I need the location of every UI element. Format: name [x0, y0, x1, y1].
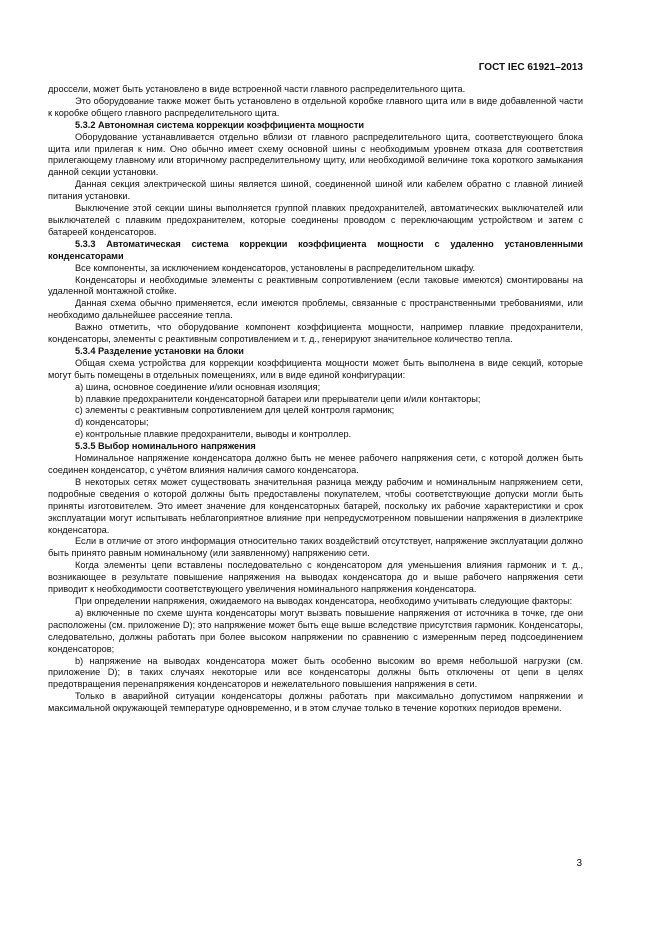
list-item: b) напряжение на выводах конденсатора может быть особенно высоким во время небольшой нагрузки (см. приложение D); в таких случаях некоторые или все конденсаторы должны быть отключены от цепи в целях предотвращения перенапряжения конденсаторов и нежелательного повышения напряжения в сети. [48, 655, 583, 690]
paragraph: Это оборудование также может быть установлено в отдельной коробке главного щита или в виде добавленной части к коробке общего главного распределительного щита. [48, 95, 583, 118]
paragraph: Если в отличие от этого информация относительно таких воздействий отсутствует, напряжение эксплуатации должно быть принято равным номинальному (или заявленному) напряжению сети. [48, 536, 583, 559]
paragraph: Оборудование устанавливается отдельно вблизи от главного распределительного щита, соответствующего блока щита или прилегая к ним. Оно обычно имеет схему основной шины с необходимым уровнем отказа для соответствия прилегающему главному или вторичному распределительному щиту, или необходимой величине тока короткого замыкания данной секции установки. [48, 131, 583, 178]
paragraph: Когда элементы цепи вставлены последовательно с конденсатором для уменьшения влияния гармоник и т. д., возникающее в результате повышение напряжения на выводах конденсатора до и выше рабочего напряжения сети приводит к необходимости соответствующего увеличения номинального напряжения конденсатора. [48, 560, 583, 595]
paragraph: Общая схема устройства для коррекции коэффициента мощности может быть выполнена в виде секций, которые могут быть помещены в отдельных помещениях, или в виде единой конфигурации: [48, 357, 583, 380]
list-item: c) элементы с реактивным сопротивлением для целей контроля гармоник; [75, 405, 395, 416]
paragraph: Данная секция электрической шины является шиной, соединенной шиной или кабелем обратно с главной линией питания установки. [48, 179, 583, 202]
document-body [48, 84, 583, 715]
paragraph: Выключение этой секции шины выполняется группой плавких предохранителей, автоматических выключателей или выключателей с плавким предохранителем, которые соединены проводом с переключающим устройством и затем с батареей конденсаторов. [48, 203, 583, 237]
list-item: a) включенные по схеме шунта конденсаторы могут вызвать повышение напряжения от источника в точке, где они расположены (см. приложение D); это напряжение может быть еще выше вследствие присутствия гармоник. Конденсаторы, следовательно, должны работать при более высоком напряжении по сравнению с измеренным перед подсоединением конденсаторов; [48, 607, 583, 654]
section-heading-5-3-3: 5.3.3 Автоматическая система коррекции коэффициента мощности с удаленно установленными конденсаторами [48, 238, 583, 261]
paragraph: Важно отметить, что оборудование компонент коэффициента мощности, например плавкие предохранители, конденсаторы, элементы с реактивным сопротивлением и т. д., генерируют значительное количество тепла. [48, 322, 583, 345]
paragraph: В некоторых сетях может существовать значительная разница между рабочим и номинальным напряжением сети, подробные сведения о которой должны быть предоставлены покупателем, чтобы соответствующие допуски могли быть приняты изготовителем. Это имеет значение для конденсаторных батарей, поскольку их рабочие характеристики и срок эксплуатации могут испытывать неблагоприятное влияние при непредусмотренном повышении напряжения в диэлектрике конденсатора. [48, 476, 583, 535]
list-item: a) шина, основное соединение и/или основная изоляция; [75, 381, 321, 392]
page-number: 3 [576, 858, 582, 869]
list-item: d) конденсаторы; [75, 417, 149, 428]
paragraph: Только в аварийной ситуации конденсаторы должны работать при максимально допустимом напряжении и максимальной окружающей температуре одновременно, и в этом случае только в течение коротких периодов времени. [48, 691, 583, 714]
list-item: b) плавкие предохранители конденсаторной батареи или прерыватели цепи и/или контакторы; [75, 393, 481, 404]
paragraph-continuation: дроссели, может быть установлено в виде встроенной части главного распределительного щита. [48, 84, 466, 94]
paragraph: Данная схема обычно применяется, если имеются проблемы, связанные с пространственными требованиями, или необходимо дальнейшее рассеяние тепла. [48, 298, 583, 321]
paragraph: Номинальное напряжение конденсатора должно быть не менее рабочего напряжения сети, с которой должен быть соединен конденсатор, с учётом влияния наличия самого конденсатора. [48, 453, 583, 475]
list-item: e) контрольные плавкие предохранители, выводы и контроллер. [75, 429, 352, 440]
paragraph: Все компоненты, за исключением конденсаторов, установлены в распределительном шкафу. [75, 262, 476, 273]
document-id-header: ГОСТ IEC 61921–2013 [478, 62, 583, 73]
section-heading-5-3-5: 5.3.5 Выбор номинального напряжения [75, 441, 256, 452]
section-heading-5-3-2: 5.3.2 Автономная система коррекции коэффициента мощности [75, 119, 364, 130]
section-heading-5-3-4: 5.3.4 Разделение установки на блоки [75, 345, 244, 356]
paragraph: При определении напряжения, ожидаемого на выводах конденсатора, необходимо учитывать следующие факторы: [75, 595, 573, 606]
paragraph: Конденсаторы и необходимые элементы с реактивным сопротивлением (если таковые имеются) смонтированы на удаленной монтажной стойке. [48, 274, 583, 297]
